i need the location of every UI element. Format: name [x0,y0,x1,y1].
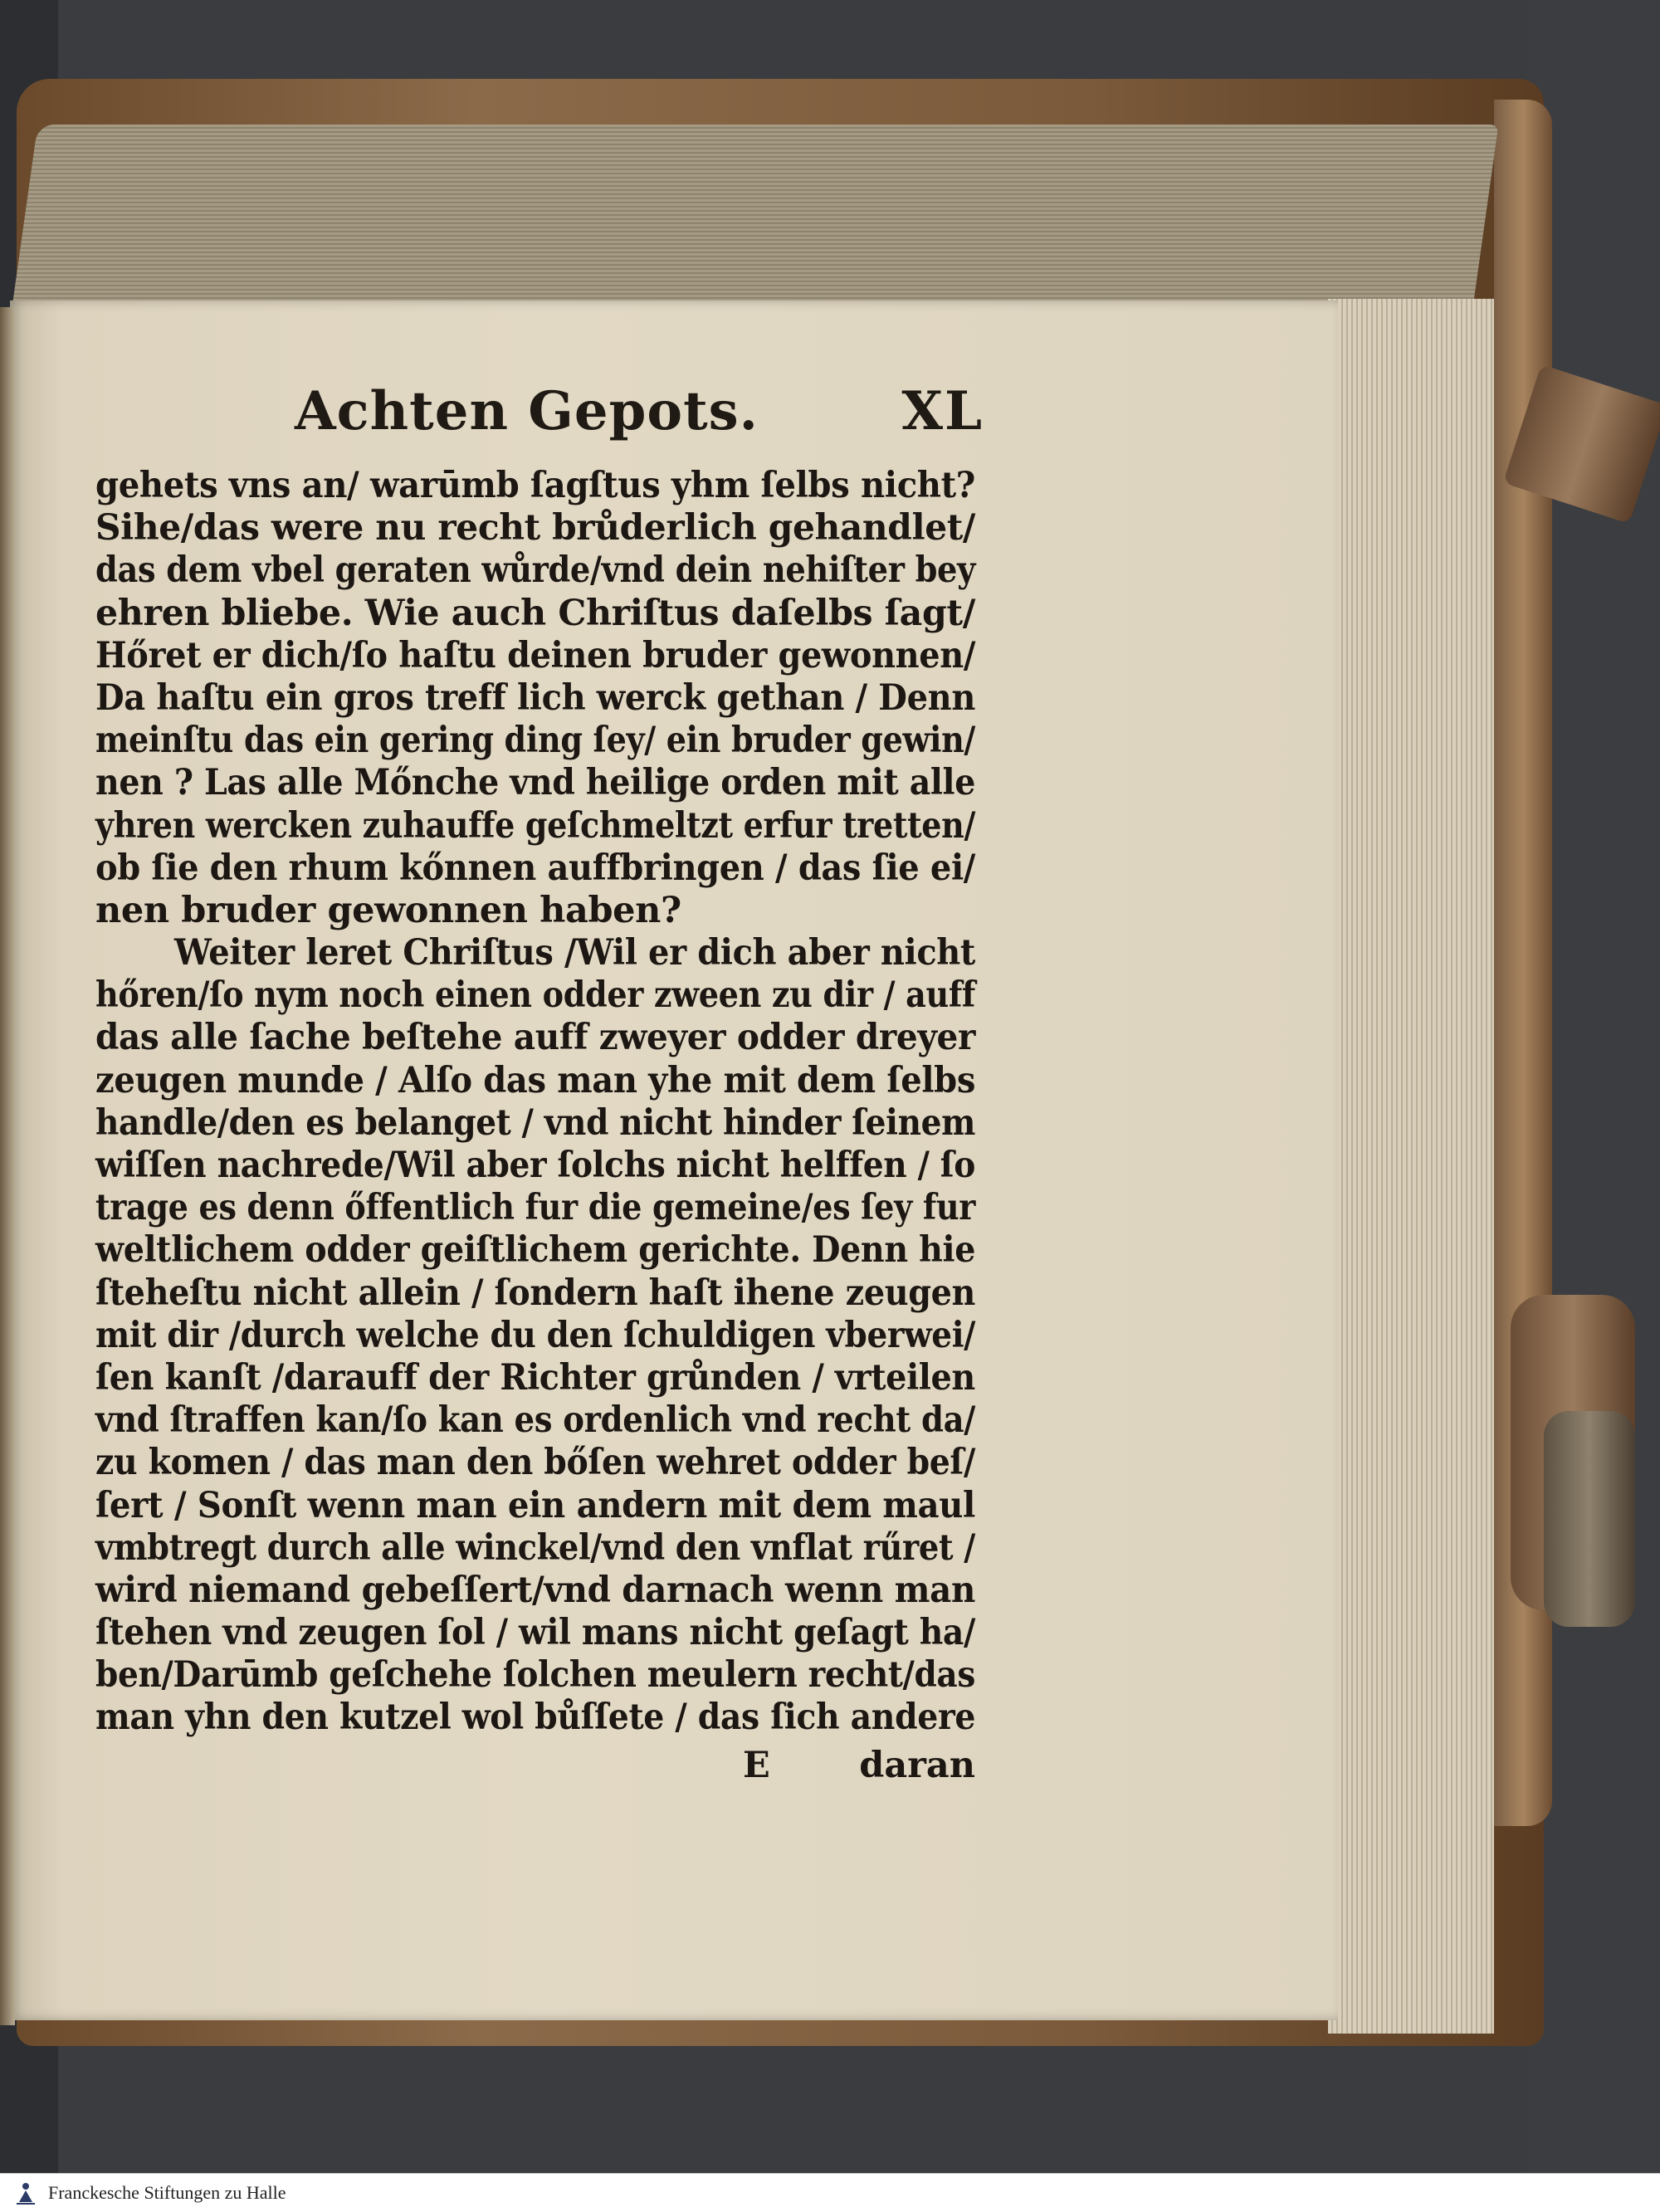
text-line: Hőret er dich/ſo haſtu deinen bruder gewonnen/ [95,634,976,676]
catchword: daran [859,1745,975,1786]
text-line: Da haſtu ein gros treff lich werck gethan / Denn [95,676,976,719]
text-line: das alle ſache beſtehe auff zweyer odder dreyer [95,1017,976,1059]
institution-logo-icon [12,2179,40,2207]
page-gutter [0,307,15,2025]
text-line: ſteheſtu nicht allein / ſondern haſt ihene zeugen [95,1272,976,1314]
text-line: hőren/ſo nym noch einen odder zween zu dir / auff [95,974,975,1017]
text-line: wiſſen nachrede/Wil aber ſolchs nicht helffen / ſo [95,1145,975,1186]
text-line: ſen kanſt /darauff der Richter grůnden / vrteilen [95,1356,975,1399]
text-line: trage es denn őffentlich fur die gemeine/es ſey fur [95,1187,976,1229]
text-line: nen ? Las alle Mőnche vnd heilige orden mit alle [95,762,975,804]
body-text [95,465,975,1740]
text-line: ob ſie den rhum kőnnen auffbringen / das ſie ei/ [95,847,975,889]
text-line: ſert / Sonſt wenn man ein andern mit dem maul [95,1484,975,1526]
running-head: Achten Gepots. [295,380,759,442]
text-line: handle/den es belanget / vnd nicht hinder ſeinem [95,1101,976,1144]
text-line: mit dir /durch welche du den ſchuldigen vberwei/ [95,1314,976,1356]
text-line: man yhn den kutzel wol bůſſete / das ſich andere [95,1697,976,1739]
text-line: weltlichem odder geiſtlichem gerichte. Denn hie [95,1229,976,1272]
text-line: zu komen / das man den bőſen wehret odder beſ/ [95,1442,976,1484]
text-line: meinſtu das ein gering ding ſey/ ein bruder gewin/ [95,720,976,762]
text-line: vmbtregt durch alle winckel/vnd den vnflat rűret / [95,1526,975,1569]
text-line: nen bruder gewonnen haben? [95,889,681,931]
catchword-row [95,1745,975,1788]
text-line: ben/Darūmb geſchehe ſolchen meulern recht/das [95,1654,975,1697]
footer-bar [0,2173,1660,2212]
folio-number: XL [901,380,984,442]
text-line: gehets vns an/ warūmb ſagſtus yhm ſelbs nicht? [95,465,975,506]
metal-clasp [1544,1411,1635,1627]
text-line-paragraph-start: Weiter leret Chriſtus /Wil er dich aber nicht [174,932,975,974]
text-line: zeugen munde / Alſo das man yhe mit dem ſelbs [95,1059,976,1101]
institution-credit: Franckesche Stiftungen zu Halle [48,2182,286,2203]
text-line: ſtehen vnd zeugen ſol / wil mans nicht geſagt ha/ [95,1612,975,1654]
text-line: wird niemand gebeſſert/vnd darnach wenn man [95,1569,976,1611]
page-header [295,380,984,455]
text-line: ehren bliebe. Wie auch Chriſtus daſelbs ſagt/ [95,592,975,634]
text-line: vnd ſtraffen kan/ſo kan es ordenlich vnd recht da/ [95,1399,975,1442]
text-line: das dem vbel geraten wůrde/vnd dein nehiſter bey [95,549,976,592]
page-block-side-edge [1328,299,1494,2034]
signature-mark: E [743,1745,770,1786]
page-block-top-edge [12,125,1499,307]
text-line: yhren wercken zuhauffe geſchmeltzt erfur tretten/ [95,804,976,847]
text-line: Sihe/das were nu recht brůderlich gehandlet/ [95,507,975,549]
